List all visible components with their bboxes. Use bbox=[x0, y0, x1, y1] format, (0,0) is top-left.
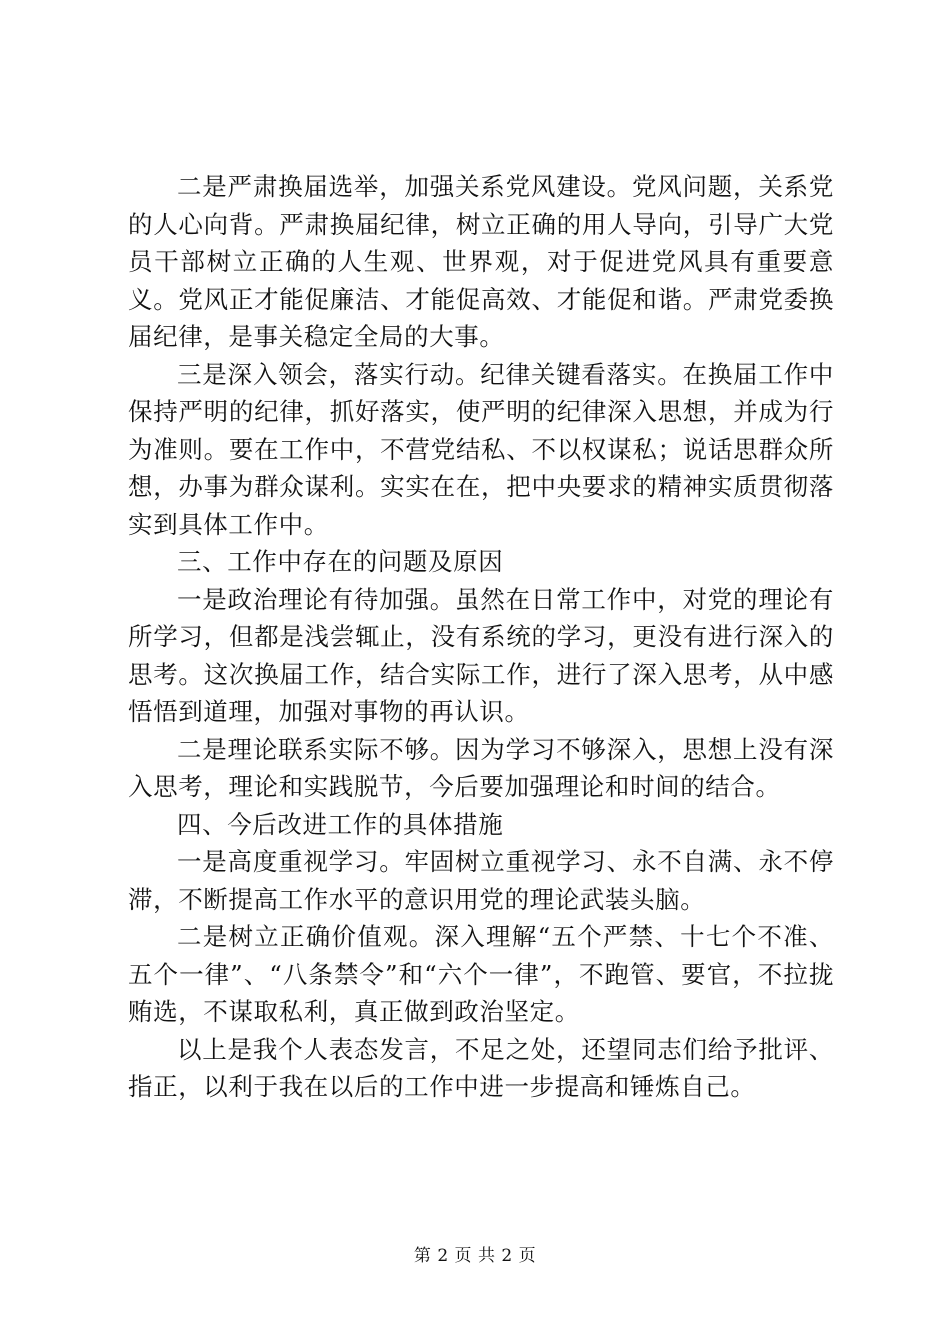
paragraph-political-theory: 一是政治理论有待加强。虽然在日常工作中，对党的理论有所学习，但都是浅尝辄止，没有系统的学习，更没有进行深入的思考。这次换届工作，结合实际工作，进行了深入思考，从中感悟悟到道理，加强对事物的再认识。 bbox=[128, 584, 834, 726]
section-heading-measures: 四、今后改进工作的具体措施 bbox=[177, 809, 504, 839]
document-body bbox=[128, 168, 834, 1106]
paragraph-theory-practice: 二是理论联系实际不够。因为学习不够深入，思想上没有深入思考，理论和实践脱节，今后要加强理论和时间的结合。 bbox=[128, 734, 834, 801]
paragraph-correct-values: 二是树立正确价值观。深入理解“五个严禁、十七个不准、五个一律”、“八条禁令”和“六个一律”，不跑管、要官，不拉拢贿选，不谋取私利，真正做到政治坚定。 bbox=[128, 922, 834, 1026]
paragraph-strict-election: 二是严肃换届选举，加强关系党风建设。党风问题，关系党的人心向背。严肃换届纪律，树立正确的用人导向，引导广大党员干部树立正确的人生观、世界观，对于促进党风具有重要意义。党风正才能促廉洁、才能促高效、才能促和谐。严肃党委换届纪律，是事关稳定全局的大事。 bbox=[128, 172, 834, 351]
section-heading-problems: 三、工作中存在的问题及原因 bbox=[177, 547, 504, 576]
paragraph-closing: 以上是我个人表态发言，不足之处，还望同志们给予批评、指正，以利于我在以后的工作中进一步提高和锤炼自己。 bbox=[128, 1034, 834, 1101]
page-number-footer: 第 2 页 共 2 页 bbox=[413, 1246, 537, 1266]
paragraph-value-learning: 一是高度重视学习。牢固树立重视学习、永不自满、永不停滞，不断提高工作水平的意识用党的理论武装头脑。 bbox=[128, 847, 834, 914]
paragraph-implement-action: 三是深入领会，落实行动。纪律关键看落实。在换届工作中保持严明的纪律，抓好落实，使严明的纪律深入思想，并成为行为准则。要在工作中，不营党结私、不以权谋私；说话思群众所想，办事为群众谋利。实实在在，把中央要求的精神实质贯彻落实到具体工作中。 bbox=[128, 359, 834, 539]
